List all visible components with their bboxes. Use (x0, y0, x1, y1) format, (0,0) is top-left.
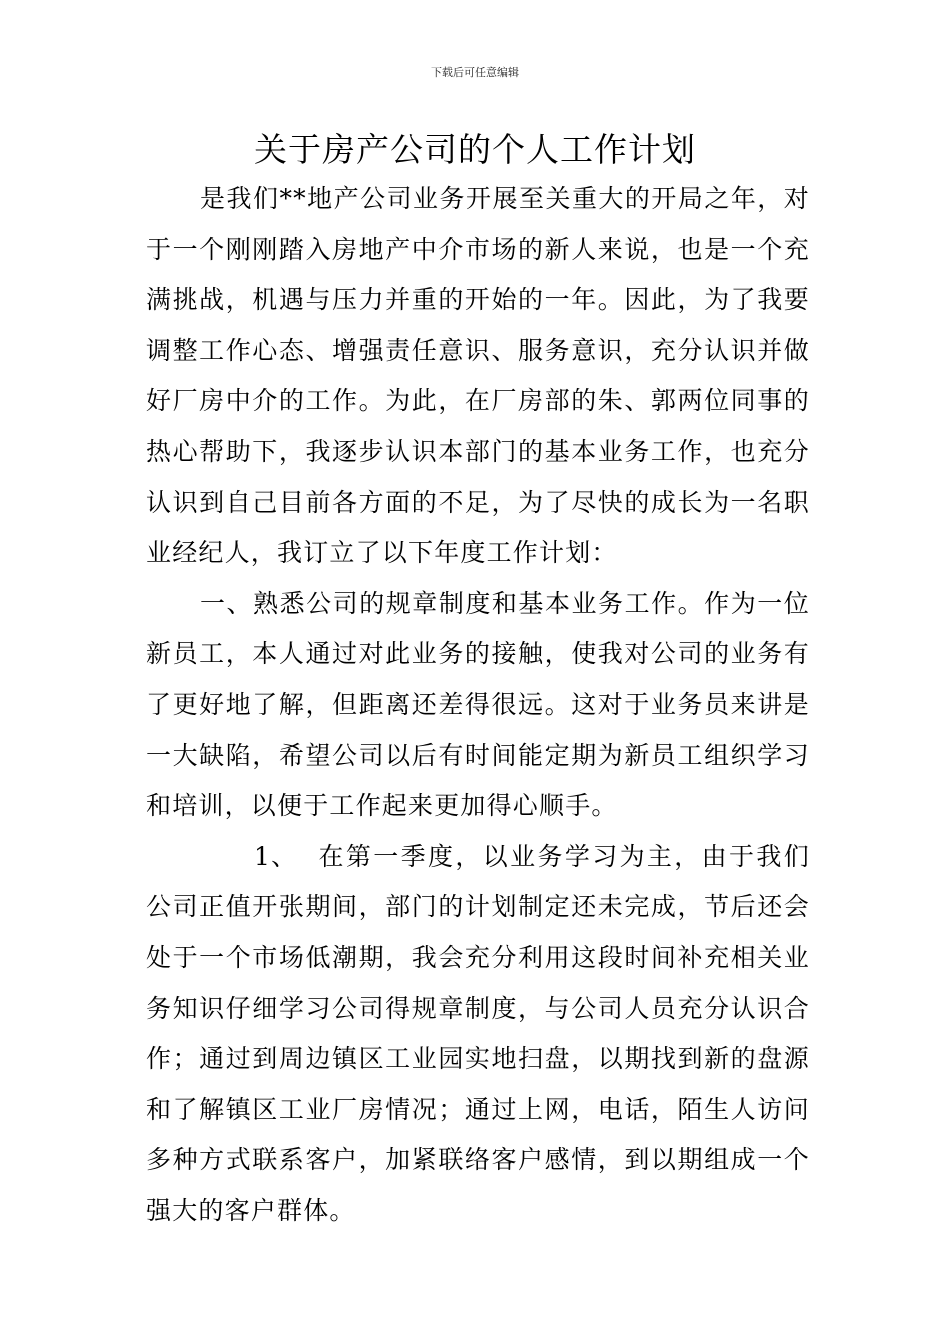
item-text: 在第一季度，以业务学习为主，由于我们公司正值开张期间，部门的计划制定还未完成，节后还会处于一个市场低潮期，我会充分利用这段时间补充相关业务知识仔细学习公司得规章制度，与公司人员充分认识合作；通过到周边镇区工业园实地扫盘，以期找到新的盘源和了解镇区工业厂房情况；通过上网，电话，陌生人访问多种方式联系客户，加紧联络客户感情，到以期组成一个强大的客户群体。 (146, 841, 810, 1225)
header-note: 下载后可任意编辑 (431, 66, 519, 79)
numbered-item-1 (146, 832, 810, 1237)
paragraph-intro: 是我们**地产公司业务开展至关重大的开局之年，对于一个刚刚踏入房地产中介市场的新人来说，也是一个充满挑战，机遇与压力并重的开始的一年。因此，为了我要调整工作心态、增强责任意识、服务意识，充分认识并做好厂房中介的工作。为此，在厂房部的朱、郭两位同事的热心帮助下，我逐步认识本部门的基本业务工作，也充分认识到自己目前各方面的不足，为了尽快的成长为一名职业经纪人，我订立了以下年度工作计划： (146, 184, 810, 568)
document-title: 关于房产公司的个人工作计划 (254, 130, 696, 169)
item-number: 1、 (254, 841, 298, 871)
document-body (146, 174, 810, 1236)
paragraph-section-one: 一、熟悉公司的规章制度和基本业务工作。作为一位新员工，本人通过对此业务的接触，使我对公司的业务有了更好地了解，但距离还差得很远。这对于业务员来讲是一大缺陷，希望公司以后有时间能定期为新员工组织学习和培训，以便于工作起来更加得心顺手。 (146, 588, 810, 821)
